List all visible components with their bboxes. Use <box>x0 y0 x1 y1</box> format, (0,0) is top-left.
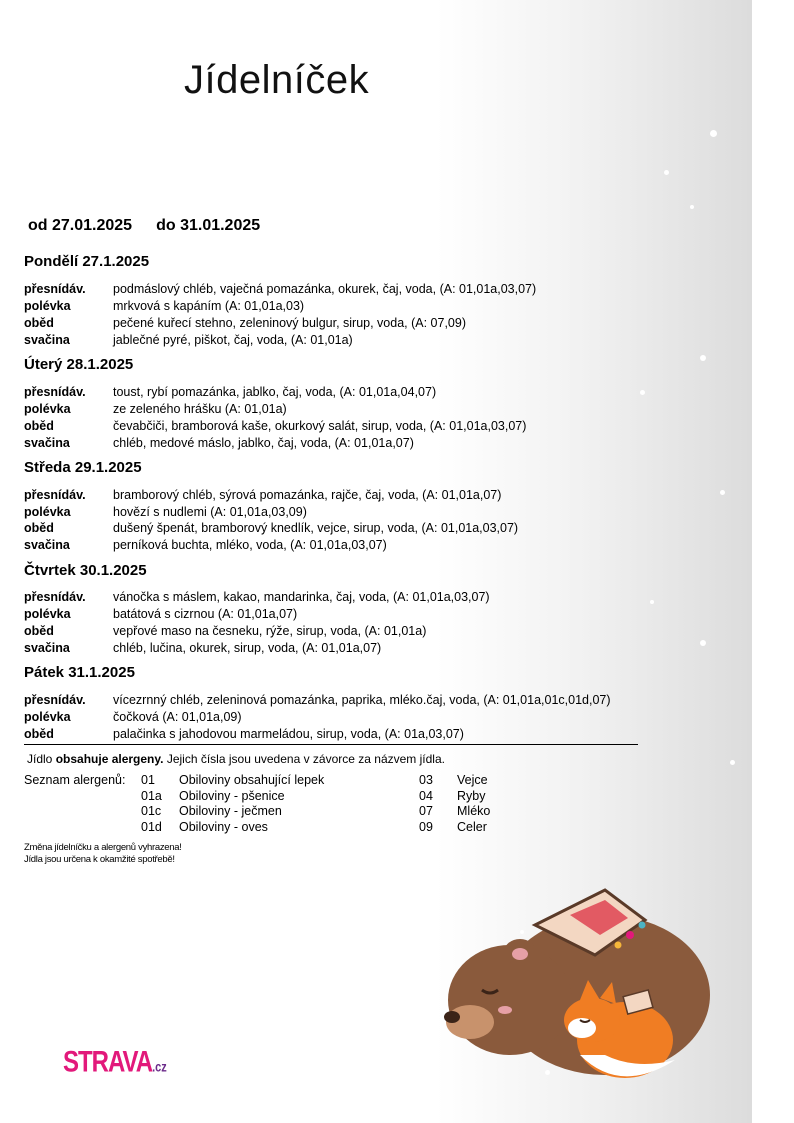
blanket-dot <box>639 922 646 929</box>
allergen-code: 09 <box>419 820 433 834</box>
snowflake <box>700 640 706 646</box>
logo-main: STRAVA <box>63 1045 153 1079</box>
meal-label: oběd <box>24 521 54 535</box>
page-title: Jídelníček <box>184 58 370 102</box>
snowflake <box>700 355 706 361</box>
meal-value: toust, rybí pomazánka, jablko, čaj, voda, (A: 01,01a,04,07) <box>113 385 437 399</box>
meal-value: chléb, lučina, okurek, sirup, voda, (A: 01,01a,07) <box>113 641 382 655</box>
allergen-name: Celer <box>457 820 487 834</box>
allergen-code: 07 <box>419 804 433 818</box>
allergen-code: 01d <box>141 820 162 834</box>
fox-head <box>564 998 620 1042</box>
allergen-name: Obiloviny obsahující lepek <box>179 773 325 787</box>
footnote-consume: Jídla jsou určena k okamžité spotřebě! <box>24 854 175 865</box>
bear-cheek <box>498 1006 512 1014</box>
divider <box>24 744 638 745</box>
strava-logo[interactable] <box>63 1045 167 1080</box>
bear-fox-illustration <box>430 880 720 1090</box>
meal-label: přesnídáv. <box>24 385 86 399</box>
meal-label: polévka <box>24 402 71 416</box>
meal-label: přesnídáv. <box>24 693 86 707</box>
meal-label: polévka <box>24 710 71 724</box>
allergen-name: Mléko <box>457 804 491 818</box>
meal-label: přesnídáv. <box>24 590 86 604</box>
snowflake <box>640 390 645 395</box>
meal-value: palačinka s jahodovou marmeládou, sirup, voda, (A: 01a,03,07) <box>113 727 464 741</box>
note-post: Jejich čísla jsou uvedena v závorce za názvem jídla. <box>163 752 445 766</box>
snowflake <box>720 490 725 495</box>
allergen-code: 04 <box>419 789 433 803</box>
meal-value: chléb, medové máslo, jablko, čaj, voda, (A: 01,01a,07) <box>113 436 414 450</box>
logo-suffix: .cz <box>152 1060 167 1075</box>
snowflake <box>690 205 694 209</box>
meal-value: bramborový chléb, sýrová pomazánka, rajče, čaj, voda, (A: 01,01a,07) <box>113 488 502 502</box>
snowflake <box>650 600 654 604</box>
footnote-change: Změna jídelníčku a alergenů vyhrazena! <box>24 842 182 853</box>
blanket-dot <box>615 942 622 949</box>
snowflake <box>664 170 669 175</box>
day-title: Úterý 28.1.2025 <box>24 356 134 373</box>
meal-label: polévka <box>24 299 71 313</box>
allergen-code: 01c <box>141 804 162 818</box>
meal-value: vepřové maso na česneku, rýže, sirup, voda, (A: 01,01a) <box>113 624 427 638</box>
meal-label: oběd <box>24 727 54 741</box>
meal-label: polévka <box>24 505 71 519</box>
allergen-name: Obiloviny - ječmen <box>179 804 282 818</box>
meal-label: svačina <box>24 436 70 450</box>
allergen-name: Ryby <box>457 789 486 803</box>
meal-value: hovězí s nudlemi (A: 01,01a,03,09) <box>113 505 307 519</box>
meal-value: vícezrnný chléb, zeleninová pomazánka, paprika, mléko.čaj, voda, (A: 01,01a,01c,01d,07) <box>113 693 611 707</box>
date-from: od 27.01.2025 <box>28 217 133 234</box>
allergen-name: Obiloviny - pšenice <box>179 789 285 803</box>
date-range <box>28 217 284 235</box>
allergens-label: Seznam alergenů: <box>24 773 126 787</box>
day-title: Pondělí 27.1.2025 <box>24 253 150 270</box>
bear-nose <box>444 1011 460 1023</box>
date-to: do 31.01.2025 <box>156 217 261 234</box>
allergen-note <box>27 752 445 766</box>
meal-value: perníková buchta, mléko, voda, (A: 01,01a,03,07) <box>113 538 387 552</box>
meal-value: čevabčiči, bramborová kaše, okurkový salát, sirup, voda, (A: 01,01a,03,07) <box>113 419 527 433</box>
meal-label: polévka <box>24 607 71 621</box>
meal-value: batátová s cizrnou (A: 01,01a,07) <box>113 607 298 621</box>
bear-ear-inner <box>512 948 528 960</box>
meal-label: svačina <box>24 333 70 347</box>
meal-label: oběd <box>24 624 54 638</box>
meal-value: dušený špenát, bramborový knedlík, vejce, sirup, voda, (A: 01,01a,03,07) <box>113 521 519 535</box>
meal-value: mrkvová s kapáním (A: 01,01a,03) <box>113 299 305 313</box>
meal-label: svačina <box>24 538 70 552</box>
allergen-code: 01 <box>141 773 155 787</box>
meal-label: svačina <box>24 641 70 655</box>
meal-value: jablečné pyré, piškot, čaj, voda, (A: 01,01a) <box>113 333 353 347</box>
meal-label: oběd <box>24 419 54 433</box>
day-title: Pátek 31.1.2025 <box>24 664 135 681</box>
meal-label: přesnídáv. <box>24 488 86 502</box>
blanket-dot <box>626 931 634 939</box>
meal-value: ze zeleného hrášku (A: 01,01a) <box>113 402 287 416</box>
meal-label: přesnídáv. <box>24 282 86 296</box>
allergen-code: 03 <box>419 773 433 787</box>
meal-value: pečené kuřecí stehno, zeleninový bulgur, sirup, voda, (A: 07,09) <box>113 316 466 330</box>
meal-value: vánočka s máslem, kakao, mandarinka, čaj, voda, (A: 01,01a,03,07) <box>113 590 490 604</box>
snowflake <box>710 130 717 137</box>
meal-value: podmáslový chléb, vaječná pomazánka, okurek, čaj, voda, (A: 01,01a,03,07) <box>113 282 537 296</box>
day-title: Čtvrtek 30.1.2025 <box>24 562 147 579</box>
meal-value: čočková (A: 01,01a,09) <box>113 710 242 724</box>
allergen-name: Obiloviny - oves <box>179 820 268 834</box>
note-bold: obsahuje alergeny. <box>55 752 164 766</box>
snowflake <box>730 760 735 765</box>
note-pre: Jídlo <box>27 752 56 766</box>
allergen-code: 01a <box>141 789 162 803</box>
meal-label: oběd <box>24 316 54 330</box>
day-title: Středa 29.1.2025 <box>24 459 142 476</box>
allergen-name: Vejce <box>457 773 488 787</box>
